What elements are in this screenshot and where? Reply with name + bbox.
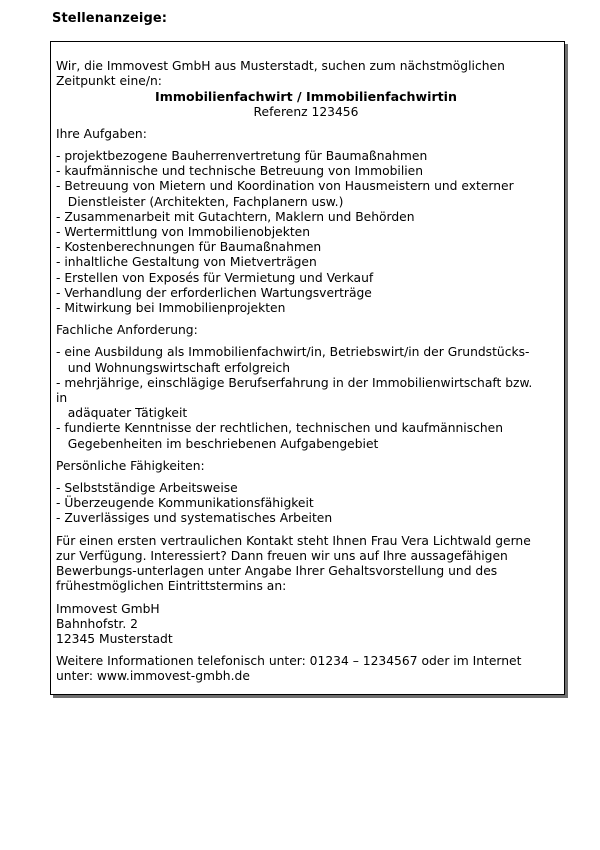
list-item: Gegebenheiten im beschriebenen Aufgabengebiet bbox=[56, 436, 379, 451]
skills-list bbox=[56, 481, 556, 527]
list-item: - fundierte Kenntnisse der rechtlichen, technischen und kaufmännischen bbox=[56, 421, 504, 436]
job-ad-content bbox=[56, 59, 556, 685]
list-item: adäquater Tätigkeit bbox=[56, 406, 188, 421]
job-title: Immobilienfachwirt / Immobilienfachwirtin bbox=[155, 89, 457, 105]
list-item: - Zusammenarbeit mit Gutachtern, Maklern und Behörden bbox=[56, 209, 415, 224]
list-item: - Betreuung von Mietern und Koordination von Hausmeistern und externer bbox=[56, 179, 514, 194]
contact-paragraph-line: Bewerbungs-unterlagen unter Angabe Ihrer Gehaltsvorstellung und des bbox=[56, 564, 498, 579]
address-city: 12345 Musterstadt bbox=[56, 631, 173, 646]
page-heading: Stellenanzeige: bbox=[52, 11, 168, 26]
section-title-skills: Persönliche Fähigkeiten: bbox=[56, 458, 205, 473]
address-company: Immovest GmbH bbox=[56, 601, 160, 616]
section-title-requirements: Fachliche Anforderung: bbox=[56, 323, 198, 338]
list-item: - Kostenberechnungen für Baumaßnahmen bbox=[56, 240, 322, 255]
intro-line: Wir, die Immovest GmbH aus Musterstadt, suchen zum nächstmöglichen bbox=[56, 59, 505, 73]
list-item: - Erstellen von Exposés für Vermietung und Verkauf bbox=[56, 270, 374, 285]
list-item: und Wohnungswirtschaft erfolgreich bbox=[56, 360, 291, 375]
footer-info-line: Weitere Informationen telefonisch unter: 01234 – 1234567 oder im Internet bbox=[56, 654, 522, 669]
footer-info-line: unter: www.immovest-gmbh.de bbox=[56, 669, 250, 684]
address-street: Bahnhofstr. 2 bbox=[56, 616, 139, 631]
list-item: - inhaltliche Gestaltung von Mietverträgen bbox=[56, 255, 317, 270]
requirements-list bbox=[56, 345, 556, 451]
list-item: - kaufmännische und technische Betreuung von Immobilien bbox=[56, 164, 424, 179]
list-item: - eine Ausbildung als Immobilienfachwirt/in, Betriebswirt/in der Grundstücks- bbox=[56, 345, 530, 360]
list-item: - Wertermittlung von Immobilienobjekten bbox=[56, 225, 311, 240]
contact-paragraph-line: zur Verfügung. Interessiert? Dann freuen wir uns auf Ihre aussagefähigen bbox=[56, 548, 508, 563]
list-item: - Verhandlung der erforderlichen Wartungsverträge bbox=[56, 285, 372, 300]
list-item: in bbox=[56, 391, 68, 406]
section-title-tasks: Ihre Aufgaben: bbox=[56, 126, 147, 141]
tasks-list bbox=[56, 149, 556, 316]
list-item: - Zuverlässiges und systematisches Arbeiten bbox=[56, 511, 333, 526]
list-item: - Überzeugende Kommunikationsfähigkeit bbox=[56, 496, 314, 511]
intro-line: Zeitpunkt eine/n: bbox=[56, 74, 162, 89]
list-item: Dienstleister (Architekten, Fachplanern usw.) bbox=[56, 194, 344, 209]
reference-number: Referenz 123456 bbox=[253, 104, 359, 119]
contact-paragraph-line: Für einen ersten vertraulichen Kontakt steht Ihnen Frau Vera Lichtwald gerne bbox=[56, 533, 531, 548]
list-item: - mehrjährige, einschlägige Berufserfahrung in der Immobilienwirtschaft bzw. bbox=[56, 375, 533, 390]
list-item: - Mitwirkung bei Immobilienprojekten bbox=[56, 301, 286, 316]
list-item: - Selbstständige Arbeitsweise bbox=[56, 481, 238, 496]
contact-paragraph-line: frühestmöglichen Eintrittstermins an: bbox=[56, 579, 287, 594]
list-item: - projektbezogene Bauherrenvertretung für Baumaßnahmen bbox=[56, 149, 428, 164]
